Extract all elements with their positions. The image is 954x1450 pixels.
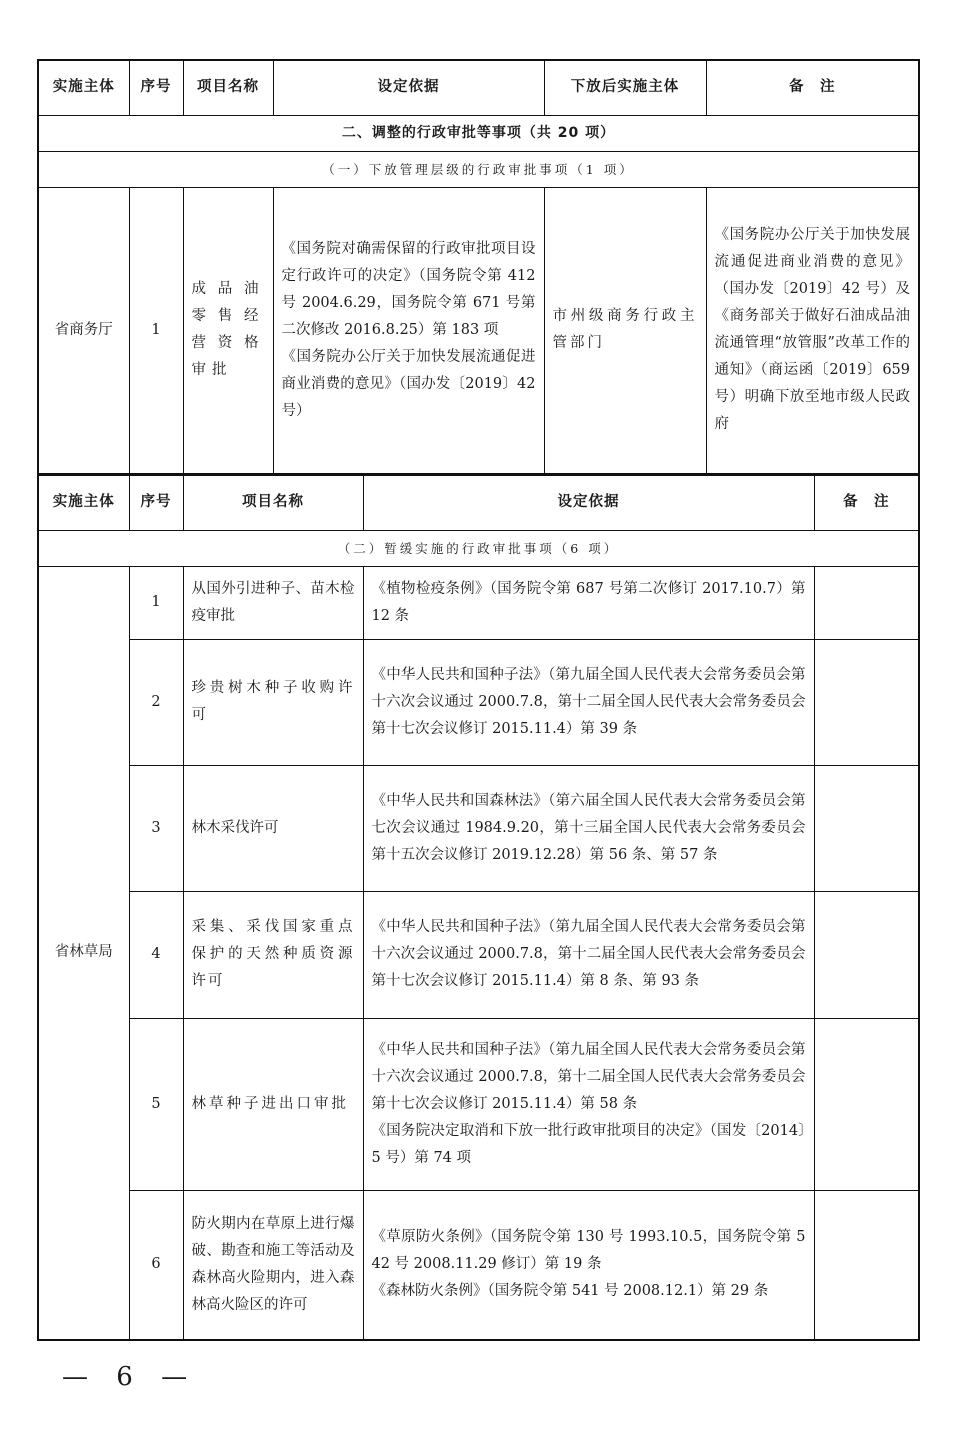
cell-name: 采集、采伐国家重点保护的天然种质资源许可	[183, 891, 363, 1018]
table-row	[38, 187, 919, 474]
cell-agency: 省林草局	[38, 566, 129, 1340]
section-title-row	[38, 115, 919, 151]
section-title: 二、调整的行政审批等事项（共 20 项）	[38, 115, 919, 151]
table-row	[38, 1190, 919, 1340]
header-note: 备 注	[814, 475, 919, 530]
cell-basis: 《中华人民共和国种子法》（第九届全国人民代表大会常务委员会第十六次会议通过 2000.7.8，第十二届全国人民代表大会常务委员会第十七次会议修订 2015.11.4）第 8 条、第 93 条	[363, 891, 814, 1018]
cell-name: 从国外引进种子、苗木检疫审批	[183, 566, 363, 639]
cell-note	[814, 639, 919, 765]
cell-note: 《国务院办公厅关于加快发展流通促进商业消费的意见》（国办发〔2019〕42 号）及《商务部关于做好石油成品油流通管理“放管服”改革工作的通知》（商运函〔2019〕659 号）明确下放至地市级人民政府	[706, 187, 919, 474]
cell-no: 2	[129, 639, 183, 765]
header-basis: 设定依据	[363, 475, 814, 530]
header-basis: 设定依据	[273, 60, 544, 115]
cell-basis: 《中华人民共和国种子法》（第九届全国人民代表大会常务委员会第十六次会议通过 2000.7.8，第十二届全国人民代表大会常务委员会第十七次会议修订 2015.11.4）第 39 条	[363, 639, 814, 765]
header-name: 项目名称	[183, 60, 273, 115]
cell-note	[814, 765, 919, 891]
cell-no: 6	[129, 1190, 183, 1340]
approval-table-deferred	[37, 474, 920, 1341]
header-no: 序号	[129, 475, 183, 530]
cell-no: 4	[129, 891, 183, 1018]
header-no: 序号	[129, 60, 183, 115]
cell-name: 珍贵树木种子收购许可	[183, 639, 363, 765]
table-row	[38, 566, 919, 639]
cell-no: 3	[129, 765, 183, 891]
cell-new-agency: 市州级商务行政主管部门	[544, 187, 706, 474]
cell-basis: 《中华人民共和国种子法》（第九届全国人民代表大会常务委员会第十六次会议通过 2000.7.8，第十二届全国人民代表大会常务委员会第十七次会议修订 2015.11.4）第 58 条 《国务院决定取消和下放一批行政审批项目的决定》（国发〔2014〕5 号）第 74 项	[363, 1018, 814, 1190]
page-number: — 6 —	[62, 1362, 198, 1392]
cell-note	[814, 1018, 919, 1190]
table-row	[38, 891, 919, 1018]
table-header-row	[38, 60, 919, 115]
approval-table-decentralized	[37, 59, 920, 475]
cell-basis: 《植物检疫条例》（国务院令第 687 号第二次修订 2017.10.7）第 12 条	[363, 566, 814, 639]
subsection-title: （二）暂缓实施的行政审批事项（6 项）	[38, 530, 919, 566]
header-name: 项目名称	[183, 475, 363, 530]
header-new-agency: 下放后实施主体	[544, 60, 706, 115]
cell-agency: 省商务厅	[38, 187, 129, 474]
cell-no: 1	[129, 566, 183, 639]
table-row	[38, 765, 919, 891]
header-agency: 实施主体	[38, 60, 129, 115]
cell-name: 林草种子进出口审批	[183, 1018, 363, 1190]
cell-no: 5	[129, 1018, 183, 1190]
cell-no: 1	[129, 187, 183, 474]
table-header-row	[38, 475, 919, 530]
table-row	[38, 1018, 919, 1190]
cell-note	[814, 1190, 919, 1340]
cell-name: 林木采伐许可	[183, 765, 363, 891]
cell-note	[814, 566, 919, 639]
cell-name: 成品油零售经营资格审批	[183, 187, 273, 474]
cell-basis: 《国务院对确需保留的行政审批项目设定行政许可的决定》（国务院令第 412 号 2004.6.29，国务院令第 671 号第二次修改 2016.8.25）第 183 项 《国务院办公厅关于加快发展流通促进商业消费的意见》（国办发〔2019〕42 号）	[273, 187, 544, 474]
cell-basis: 《草原防火条例》（国务院令第 130 号 1993.10.5，国务院令第 542 号 2008.11.29 修订）第 19 条 《森林防火条例》（国务院令第 541 号 2008.12.1）第 29 条	[363, 1190, 814, 1340]
cell-note	[814, 891, 919, 1018]
cell-name: 防火期内在草原上进行爆破、勘查和施工等活动及森林高火险期内，进入森林高火险区的许可	[183, 1190, 363, 1340]
header-note: 备 注	[706, 60, 919, 115]
subsection-title: （一）下放管理层级的行政审批事项（1 项）	[38, 151, 919, 187]
table-row	[38, 639, 919, 765]
cell-basis: 《中华人民共和国森林法》（第六届全国人民代表大会常务委员会第七次会议通过 1984.9.20，第十三届全国人民代表大会常务委员会第十五次会议修订 2019.12.28）第 56 条、第 57 条	[363, 765, 814, 891]
subsection-title-row	[38, 151, 919, 187]
subsection-title-row	[38, 530, 919, 566]
header-agency: 实施主体	[38, 475, 129, 530]
